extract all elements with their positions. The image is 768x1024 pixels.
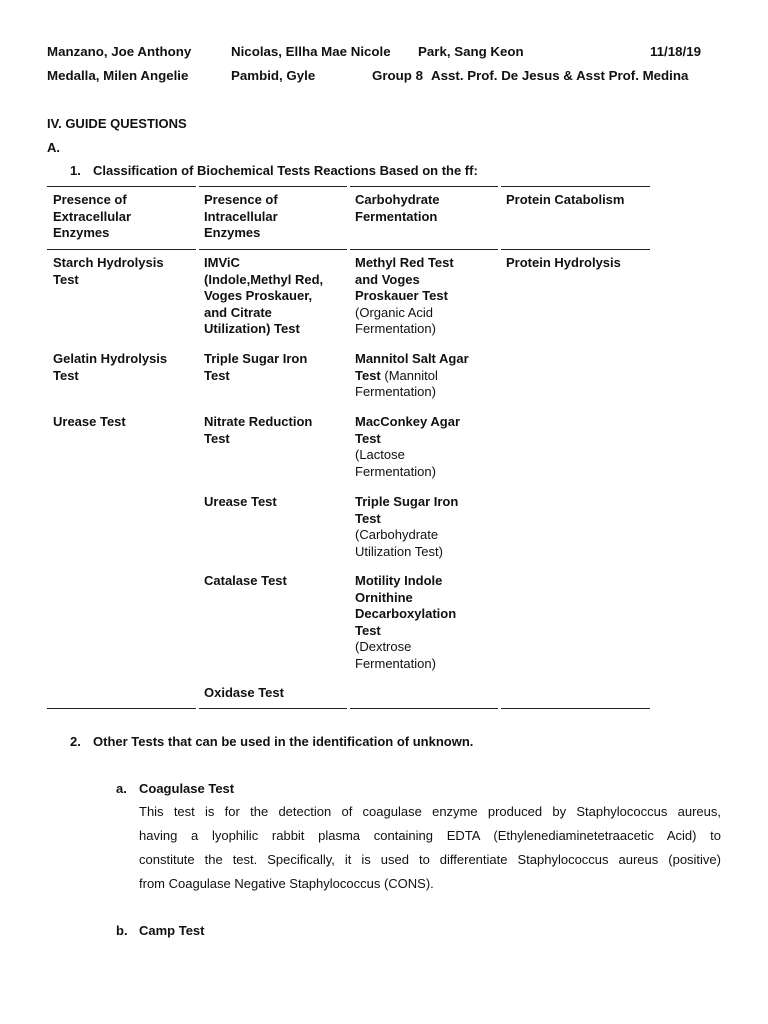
- table-cell: Mannitol Salt Agar Test (Mannitol Fermentation): [355, 351, 469, 400]
- table-cell: Oxidase Test: [204, 685, 284, 700]
- paragraph-line: having a lyophilic rabbit plasma containing EDTA (Ethylenediaminetetraacetic Acid) to: [139, 828, 721, 843]
- section-title: IV. GUIDE QUESTIONS: [47, 116, 187, 131]
- question-1-text: Classification of Biochemical Tests Reactions Based on the ff:: [93, 163, 478, 178]
- table-cell: Gelatin Hydrolysis Test: [53, 351, 168, 383]
- header-carbohydrate: Carbohydrate Fermentation: [355, 192, 440, 224]
- header-intracellular: Presence of Intracellular Enzymes: [204, 192, 278, 241]
- table-cell: Nitrate Reduction Test: [204, 414, 313, 446]
- header-extracellular: Presence of Extracellular Enzymes: [53, 192, 132, 241]
- item-b-letter: b.: [116, 923, 128, 938]
- table-cell: Urease Test: [204, 494, 277, 509]
- table-cell: IMViC (Indole,Methyl Red, Voges Proskauer, and Citrate Utilization) Test: [204, 255, 324, 337]
- instructors: Asst. Prof. De Jesus & Asst Prof. Medina: [431, 68, 689, 83]
- table-top-rule: [47, 186, 650, 187]
- author-1: Manzano, Joe Anthony: [47, 44, 192, 59]
- table-header-rule: [47, 249, 650, 250]
- table-cell: Triple Sugar Iron Test (Carbohydrate Utilization Test): [355, 494, 459, 559]
- author-2: Nicolas, Ellha Mae Nicole: [231, 44, 391, 59]
- table-cell: Triple Sugar Iron Test: [204, 351, 308, 383]
- author-4: Medalla, Milen Angelie: [47, 68, 189, 83]
- paragraph-line: constitute the test. Specifically, it is used to differentiate Staphylococcus aureus (positive): [139, 852, 721, 867]
- question-2-text: Other Tests that can be used in the identification of unknown.: [93, 734, 474, 749]
- table-cell: Urease Test: [53, 414, 126, 429]
- paragraph-line: This test is for the detection of coagulase enzyme produced by Staphylococcus aureus,: [139, 804, 721, 819]
- author-3: Park, Sang Keon: [418, 44, 524, 59]
- question-2-number: 2.: [70, 734, 81, 749]
- table-cell: MacConkey Agar Test (Lactose Fermentation): [355, 414, 460, 479]
- author-5: Pambid, Gyle: [231, 68, 316, 83]
- table-cell: Starch Hydrolysis Test: [53, 255, 164, 287]
- table-cell: Protein Hydrolysis: [506, 255, 621, 270]
- table-cell: Catalase Test: [204, 573, 287, 588]
- date: 11/18/19: [650, 44, 702, 59]
- header-protein: Protein Catabolism: [506, 192, 625, 207]
- group-label: Group 8: [372, 68, 423, 83]
- coagulase-paragraph: [139, 800, 721, 896]
- table-cell: Methyl Red Test and Voges Proskauer Test (Organic Acid Fermentation): [355, 255, 454, 337]
- section-letter: A.: [47, 140, 60, 155]
- table-bottom-rule: [47, 708, 650, 709]
- paragraph-line: from Coagulase Negative Staphylococcus (CONS).: [139, 876, 434, 891]
- table-cell: Motility Indole Ornithine Decarboxylation Test (Dextrose Fermentation): [355, 573, 457, 671]
- item-b-title: Camp Test: [139, 923, 205, 938]
- item-a-letter: a.: [116, 781, 127, 796]
- item-a-title: Coagulase Test: [139, 781, 235, 796]
- question-1-number: 1.: [70, 163, 81, 178]
